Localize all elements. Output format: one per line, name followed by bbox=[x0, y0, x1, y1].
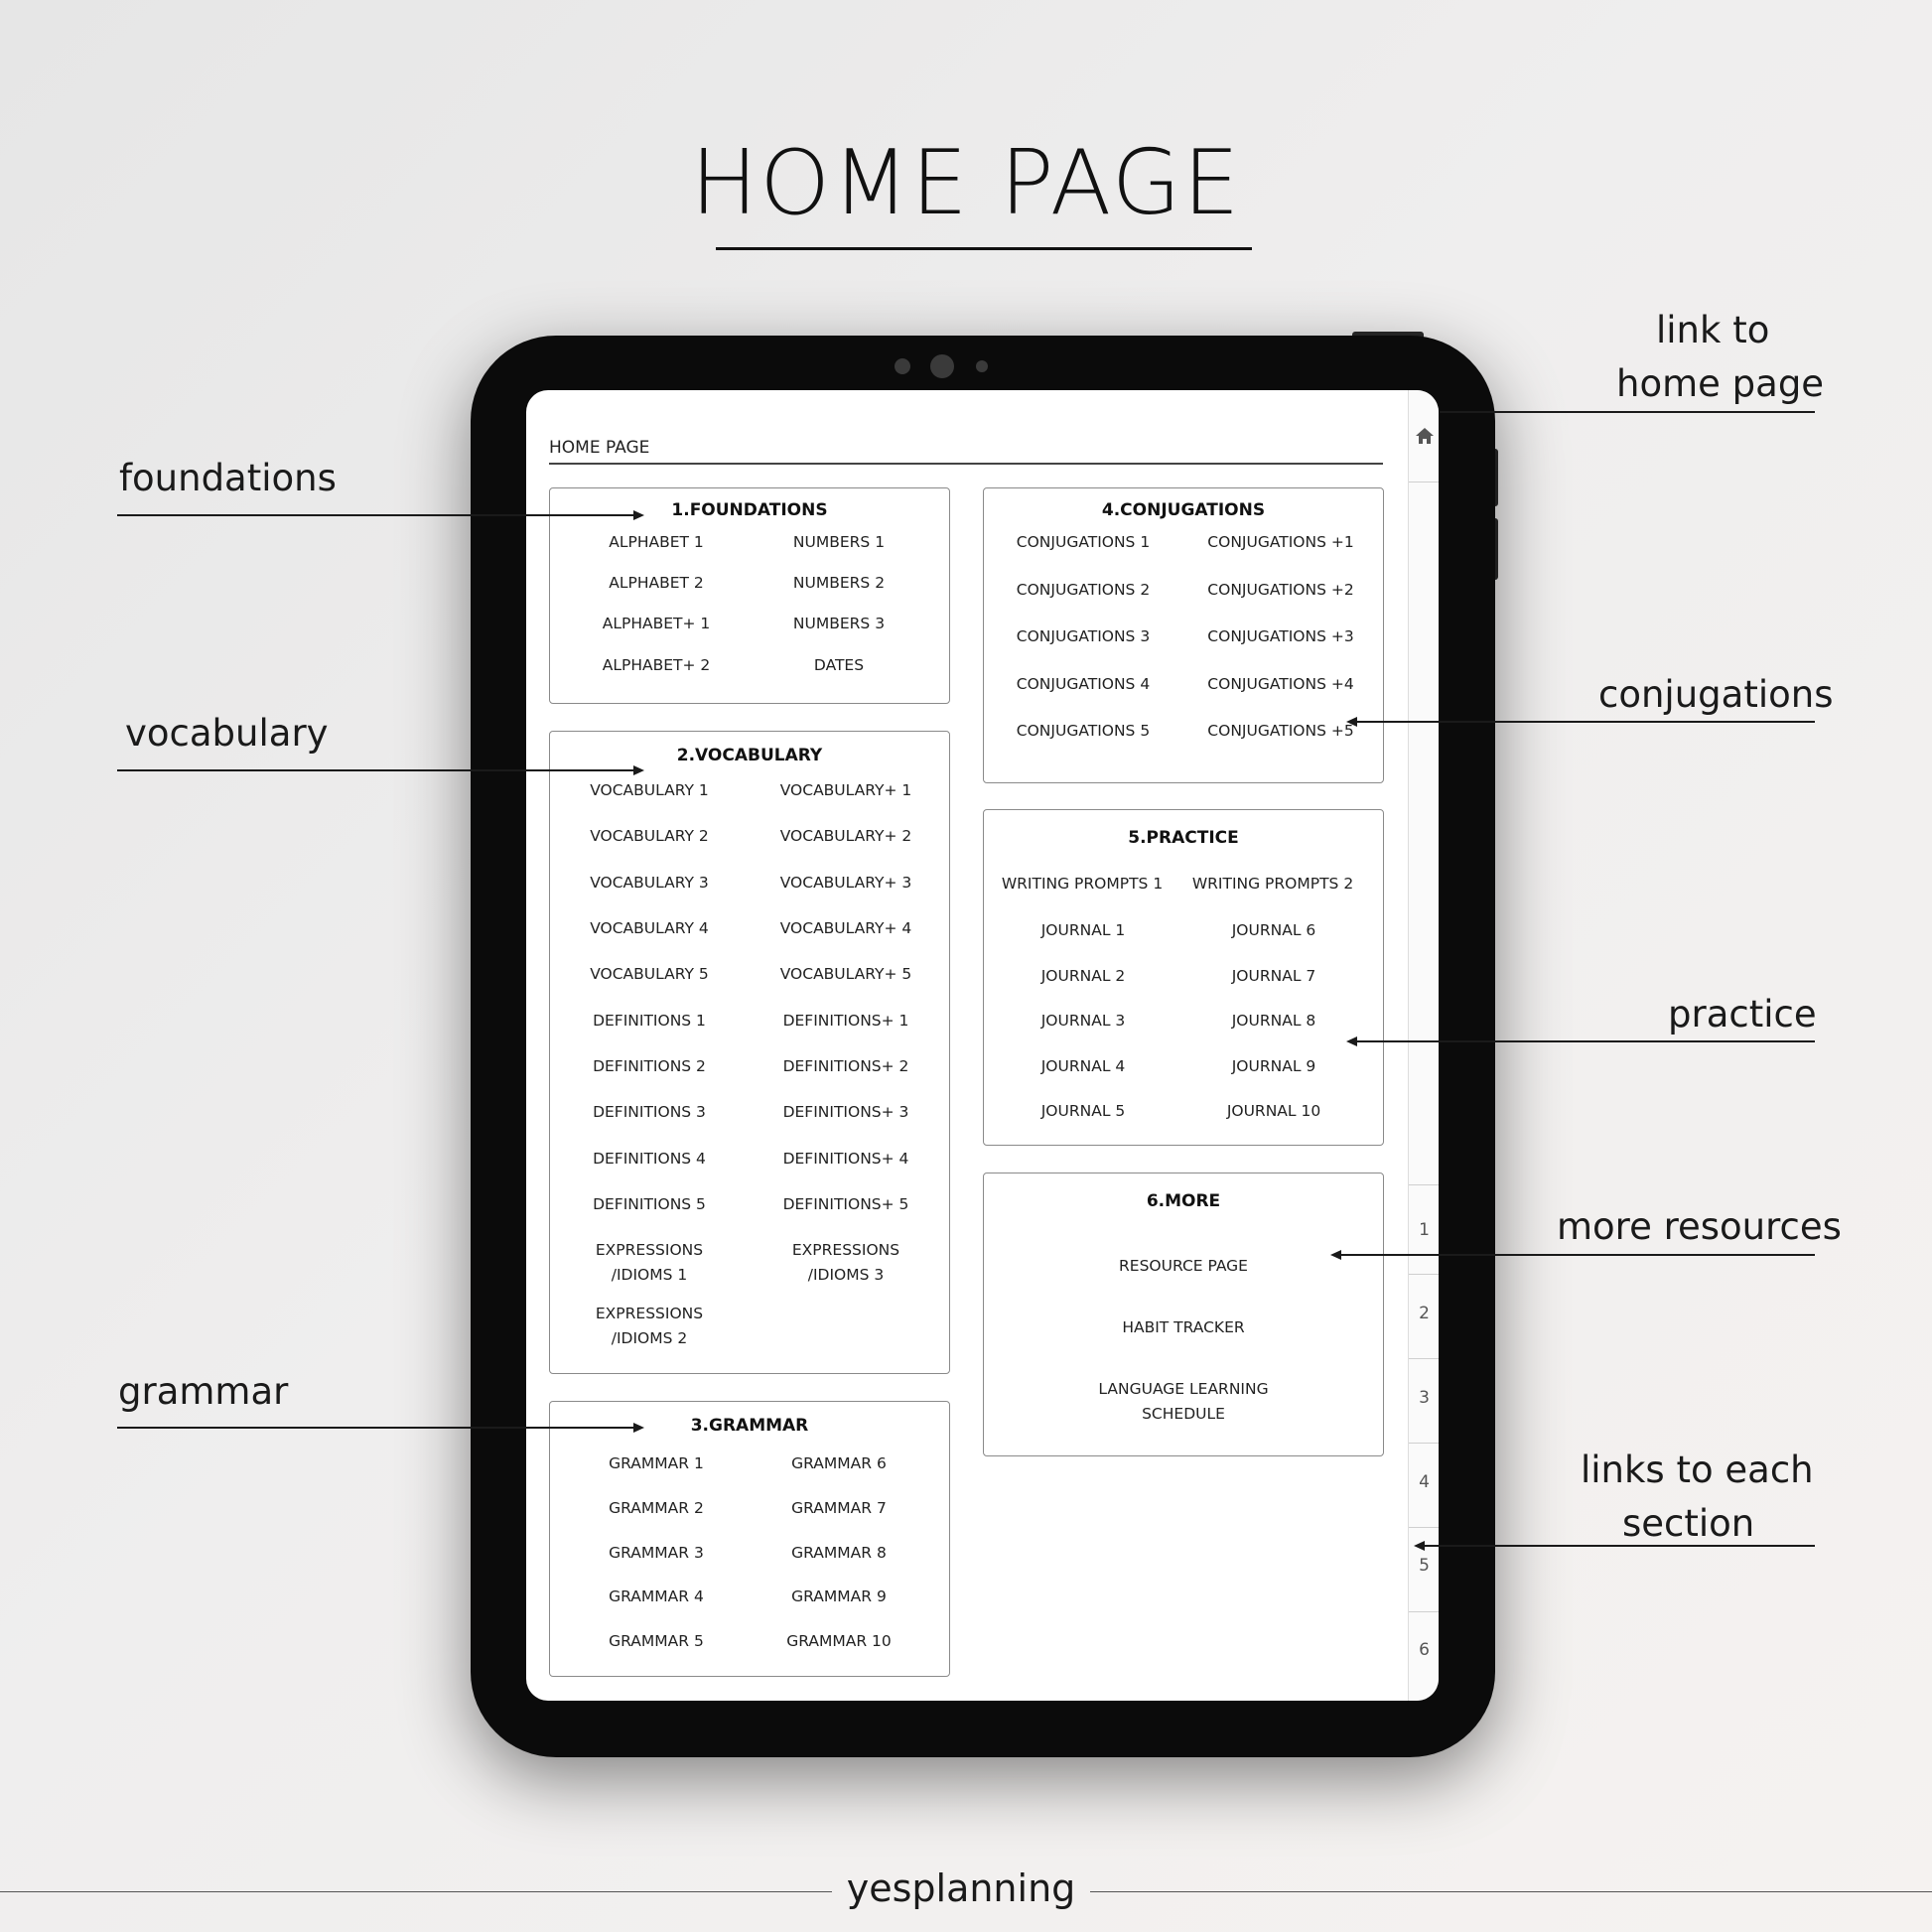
foundations-section bbox=[549, 487, 950, 704]
foundations-link[interactable]: DATES bbox=[813, 656, 865, 674]
vocabulary-link[interactable]: EXPRESSIONS /IDIOMS 3 bbox=[791, 1241, 900, 1284]
vocabulary-link[interactable]: DEFINITIONS 5 bbox=[593, 1195, 706, 1213]
vocabulary-link[interactable]: DEFINITIONS 2 bbox=[593, 1057, 706, 1075]
callout-conjugations-line bbox=[1356, 721, 1815, 723]
foundations-link[interactable]: NUMBERS 3 bbox=[792, 615, 886, 632]
vocabulary-link[interactable]: VOCABULARY 4 bbox=[590, 919, 709, 937]
callout-more: more resources bbox=[1557, 1205, 1842, 1248]
arrow-left-icon bbox=[1346, 717, 1357, 727]
footer-rule-left bbox=[0, 1891, 832, 1892]
tab-section-1[interactable]: 1 bbox=[1419, 1220, 1430, 1240]
arrow-left-icon bbox=[1414, 1541, 1425, 1551]
conjugations-link[interactable]: CONJUGATIONS +5 bbox=[1207, 722, 1354, 740]
vocabulary-link[interactable]: VOCABULARY 2 bbox=[590, 827, 709, 845]
vocabulary-link[interactable]: DEFINITIONS 1 bbox=[593, 1012, 706, 1030]
foundations-title: 1.FOUNDATIONS bbox=[671, 500, 828, 520]
tablet-sensor-dot bbox=[895, 358, 910, 374]
callout-more-line bbox=[1340, 1254, 1815, 1256]
vocabulary-link[interactable]: VOCABULARY+ 3 bbox=[779, 874, 912, 892]
conjugations-link[interactable]: CONJUGATIONS 4 bbox=[1016, 675, 1151, 693]
callout-sections: links to each bbox=[1581, 1449, 1814, 1491]
conjugations-link[interactable]: CONJUGATIONS +3 bbox=[1207, 627, 1354, 645]
vocabulary-link[interactable]: VOCABULARY 1 bbox=[590, 781, 709, 799]
tab-divider bbox=[1409, 1527, 1439, 1528]
grammar-link[interactable]: GRAMMAR 9 bbox=[791, 1587, 887, 1605]
practice-section bbox=[983, 809, 1384, 1146]
more-link[interactable]: HABIT TRACKER bbox=[1122, 1318, 1245, 1336]
practice-link[interactable]: JOURNAL 6 bbox=[1231, 921, 1316, 939]
practice-link[interactable]: WRITING PROMPTS 2 bbox=[1191, 875, 1354, 893]
conjugations-title: 4.CONJUGATIONS bbox=[1101, 500, 1266, 520]
arrow-right-icon bbox=[633, 510, 644, 520]
practice-link[interactable]: JOURNAL 7 bbox=[1231, 967, 1316, 985]
foundations-link[interactable]: ALPHABET 2 bbox=[609, 574, 704, 592]
footer-brand: yesplanning bbox=[846, 1866, 1076, 1910]
vocabulary-link[interactable]: DEFINITIONS+ 1 bbox=[782, 1012, 909, 1030]
vocabulary-link[interactable]: DEFINITIONS+ 4 bbox=[782, 1150, 909, 1168]
conjugations-link[interactable]: CONJUGATIONS 3 bbox=[1016, 627, 1151, 645]
vocabulary-title: 2.VOCABULARY bbox=[676, 746, 823, 765]
grammar-section bbox=[549, 1401, 950, 1677]
more-link[interactable]: LANGUAGE LEARNING SCHEDULE bbox=[1098, 1380, 1269, 1423]
more-link[interactable]: RESOURCE PAGE bbox=[1119, 1257, 1248, 1275]
grammar-link[interactable]: GRAMMAR 10 bbox=[786, 1632, 892, 1650]
screen-heading: HOME PAGE bbox=[549, 438, 650, 458]
callout-home-link: link to bbox=[1656, 309, 1770, 351]
arrow-left-icon bbox=[1330, 1250, 1341, 1260]
practice-title: 5.PRACTICE bbox=[1128, 828, 1239, 848]
vocabulary-link[interactable]: VOCABULARY 5 bbox=[590, 965, 709, 983]
foundations-link[interactable]: ALPHABET+ 2 bbox=[602, 656, 711, 674]
vocabulary-link[interactable]: EXPRESSIONS /IDIOMS 1 bbox=[595, 1241, 704, 1284]
title-underline bbox=[716, 247, 1252, 250]
vocabulary-link[interactable]: VOCABULARY+ 4 bbox=[779, 919, 912, 937]
more-title: 6.MORE bbox=[1146, 1191, 1221, 1211]
tab-section-4[interactable]: 4 bbox=[1419, 1472, 1430, 1492]
tab-section-5[interactable]: 5 bbox=[1419, 1556, 1430, 1576]
foundations-link[interactable]: NUMBERS 2 bbox=[792, 574, 886, 592]
conjugations-link[interactable]: CONJUGATIONS 5 bbox=[1016, 722, 1151, 740]
arrow-left-icon bbox=[1346, 1036, 1357, 1046]
home-icon[interactable] bbox=[1415, 426, 1435, 446]
tab-divider bbox=[1409, 1443, 1439, 1444]
foundations-link[interactable]: ALPHABET 1 bbox=[609, 533, 704, 551]
callout-sections-line bbox=[1424, 1545, 1815, 1547]
grammar-link[interactable]: GRAMMAR 8 bbox=[791, 1544, 887, 1562]
vocabulary-link[interactable]: DEFINITIONS 3 bbox=[593, 1103, 706, 1121]
callout-vocabulary-line bbox=[117, 769, 635, 771]
conjugations-link[interactable]: CONJUGATIONS 1 bbox=[1016, 533, 1151, 551]
vocabulary-section bbox=[549, 731, 950, 1374]
tab-divider bbox=[1409, 1184, 1439, 1185]
callout-practice: practice bbox=[1668, 993, 1817, 1035]
tab-section-6[interactable]: 6 bbox=[1419, 1640, 1430, 1660]
grammar-title: 3.GRAMMAR bbox=[690, 1416, 809, 1436]
vocabulary-link[interactable]: DEFINITIONS+ 5 bbox=[782, 1195, 909, 1213]
tab-divider bbox=[1409, 1274, 1439, 1275]
vocabulary-link[interactable]: VOCABULARY+ 5 bbox=[779, 965, 912, 983]
vocabulary-link[interactable]: EXPRESSIONS /IDIOMS 2 bbox=[595, 1305, 704, 1347]
vocabulary-link[interactable]: VOCABULARY+ 1 bbox=[779, 781, 912, 799]
callout-home-line bbox=[1440, 411, 1815, 413]
section-tab-bar bbox=[1408, 390, 1439, 1701]
callout-conjugations: conjugations bbox=[1598, 673, 1834, 716]
grammar-link[interactable]: GRAMMAR 4 bbox=[609, 1587, 704, 1605]
conjugations-link[interactable]: CONJUGATIONS +2 bbox=[1207, 581, 1354, 599]
grammar-link[interactable]: GRAMMAR 3 bbox=[609, 1544, 704, 1562]
practice-link[interactable]: JOURNAL 5 bbox=[1040, 1102, 1126, 1120]
callout-vocabulary: vocabulary bbox=[125, 712, 329, 755]
practice-link[interactable]: JOURNAL 1 bbox=[1040, 921, 1126, 939]
practice-link[interactable]: WRITING PROMPTS 1 bbox=[1001, 875, 1164, 893]
page-title: HOME PAGE bbox=[690, 131, 1242, 235]
practice-link[interactable]: JOURNAL 8 bbox=[1231, 1012, 1316, 1030]
conjugations-link[interactable]: CONJUGATIONS 2 bbox=[1016, 581, 1151, 599]
more-section bbox=[983, 1173, 1384, 1456]
callout-grammar-line bbox=[117, 1427, 635, 1429]
vocabulary-link[interactable]: DEFINITIONS+ 3 bbox=[782, 1103, 909, 1121]
tablet-screen bbox=[526, 390, 1439, 1701]
grammar-link[interactable]: GRAMMAR 5 bbox=[609, 1632, 704, 1650]
grammar-link[interactable]: GRAMMAR 2 bbox=[609, 1499, 704, 1517]
grammar-link[interactable]: GRAMMAR 6 bbox=[791, 1454, 887, 1472]
tablet-camera bbox=[930, 354, 954, 378]
practice-link[interactable]: JOURNAL 4 bbox=[1040, 1057, 1126, 1075]
callout-home-link: home page bbox=[1616, 362, 1825, 405]
foundations-link[interactable]: ALPHABET+ 1 bbox=[602, 615, 711, 632]
vocabulary-link[interactable]: DEFINITIONS 4 bbox=[593, 1150, 706, 1168]
footer-rule-right bbox=[1090, 1891, 1932, 1892]
tab-divider bbox=[1409, 1358, 1439, 1359]
vocabulary-link[interactable]: VOCABULARY+ 2 bbox=[779, 827, 912, 845]
callout-sections: section bbox=[1622, 1502, 1755, 1545]
callout-foundations: foundations bbox=[119, 457, 337, 499]
tab-section-3[interactable]: 3 bbox=[1419, 1388, 1430, 1408]
practice-link[interactable]: JOURNAL 3 bbox=[1040, 1012, 1126, 1030]
callout-foundations-line bbox=[117, 514, 635, 516]
practice-link[interactable]: JOURNAL 10 bbox=[1226, 1102, 1321, 1120]
screen-heading-rule bbox=[549, 463, 1383, 465]
practice-link[interactable]: JOURNAL 9 bbox=[1231, 1057, 1316, 1075]
tab-divider bbox=[1409, 1611, 1439, 1612]
callout-grammar: grammar bbox=[118, 1370, 289, 1413]
callout-practice-line bbox=[1356, 1040, 1815, 1042]
foundations-link[interactable]: NUMBERS 1 bbox=[792, 533, 886, 551]
grammar-link[interactable]: GRAMMAR 7 bbox=[791, 1499, 887, 1517]
practice-link[interactable]: JOURNAL 2 bbox=[1040, 967, 1126, 985]
conjugations-link[interactable]: CONJUGATIONS +4 bbox=[1207, 675, 1354, 693]
grammar-link[interactable]: GRAMMAR 1 bbox=[609, 1454, 704, 1472]
tablet-sensor-dot bbox=[976, 360, 988, 372]
tab-section-2[interactable]: 2 bbox=[1419, 1304, 1430, 1323]
arrow-right-icon bbox=[633, 765, 644, 775]
vocabulary-link[interactable]: VOCABULARY 3 bbox=[590, 874, 709, 892]
conjugations-section bbox=[983, 487, 1384, 783]
arrow-right-icon bbox=[633, 1423, 644, 1433]
conjugations-link[interactable]: CONJUGATIONS +1 bbox=[1207, 533, 1354, 551]
vocabulary-link[interactable]: DEFINITIONS+ 2 bbox=[782, 1057, 909, 1075]
tab-divider bbox=[1409, 482, 1439, 483]
